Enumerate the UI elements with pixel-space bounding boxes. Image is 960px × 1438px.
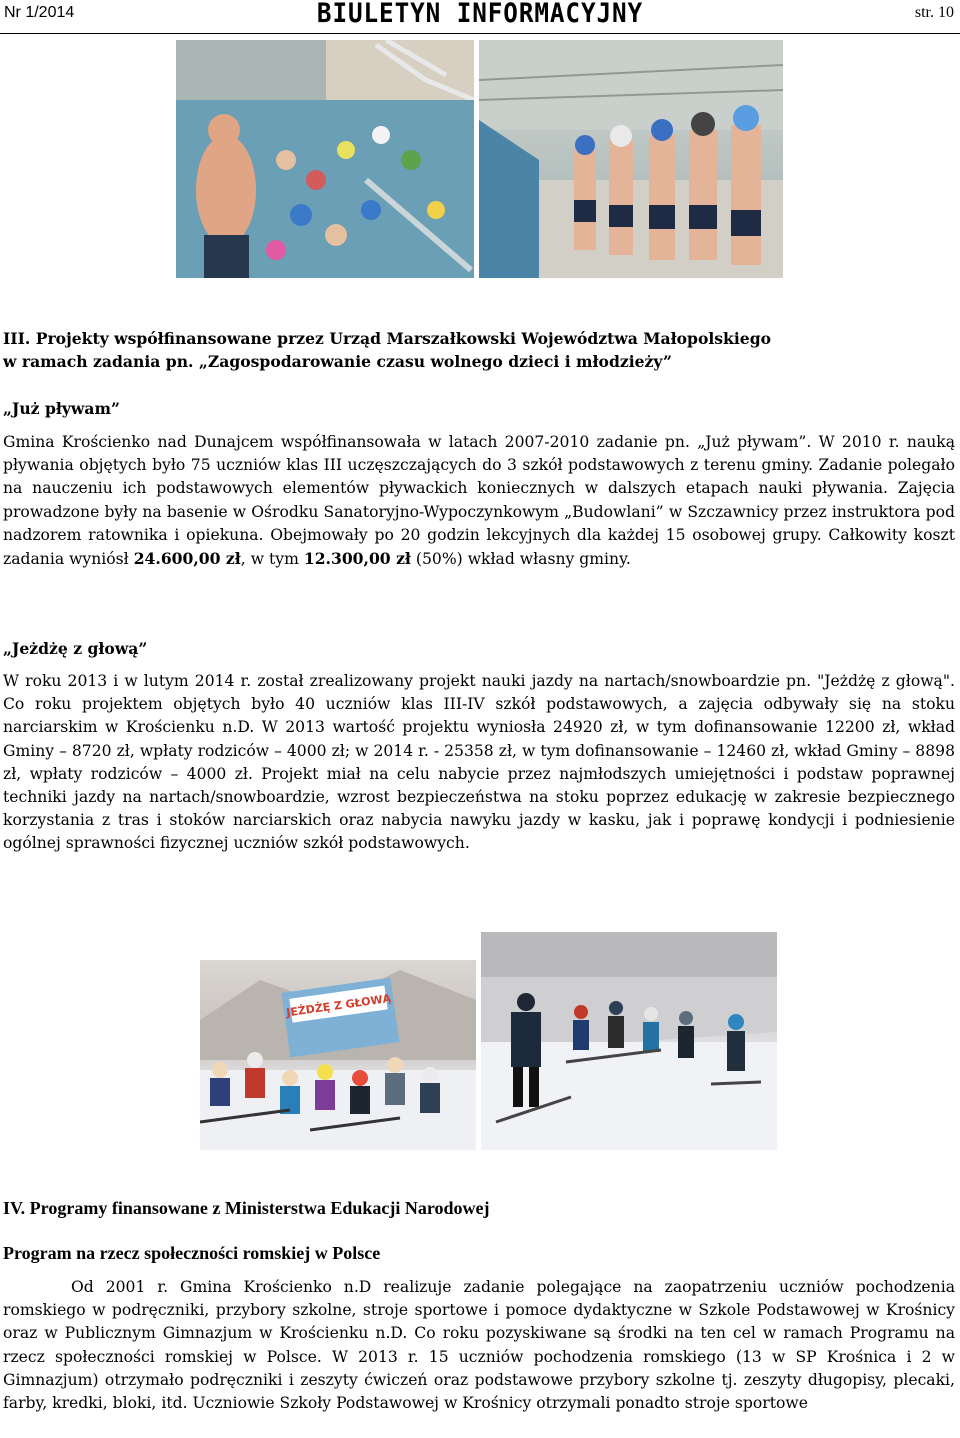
roma-program-title: Program na rzecz społeczności romskiej w Polsce (3, 1243, 381, 1263)
section-iv-heading: IV. Programy finansowane z Ministerstwa Edukacji Narodowej (3, 1198, 490, 1218)
ski-project-title: „Jeżdżę z głową” (3, 639, 148, 658)
poolside-warmup-photo (479, 40, 783, 278)
header-rule (0, 33, 960, 34)
swimming-pool-photo (176, 40, 474, 278)
ski-group-photo (200, 960, 476, 1150)
section-iii-heading-line1: III. Projekty współfinansowane przez Urząd Marszałkowski Województwa Małopolskiego (3, 329, 772, 348)
swimming-cost-tail: (50%) wkład własny gminy. (415, 550, 631, 569)
page-number: str. 10 (914, 4, 954, 21)
swimming-cost-total: 24.600,00 zł (133, 549, 241, 569)
roma-program-body: Od 2001 r. Gmina Krościenko n.D realizuje zadanie polegające na zaopatrzeniu uczniów pochodzenia romskiego w podręczniki, przybory szkolne, stroje sportowe i pomoce dydaktyczne w Szkole Podstawowej w Krośnicy oraz w Publicznym Gimnazjum w Krościenku n.D. Co roku pozyskiwane są środki na ten cel w ramach Programu na rzecz społeczności romskiej w Polsce. W 2013 r. 15 uczniów pochodzenia romskiego (13 w SP Krośnica i 2 w Gimnazjum) otrzymało podręczniki i zeszyty ćwiczeń oraz podstawowe przybory szkolne tj. zeszyty długopisy, plecaki, farby, kredki, bloki, itd. Uczniowie Szkoły Podstawowej w Krośnicy otrzymali ponadto stroje sportowe (3, 1278, 955, 1413)
ski-project-body: W roku 2013 i w lutym 2014 r. został zrealizowany projekt nauki jazdy na nartach/snowboardzie pn. "Jeżdżę z głową". Co roku projektem objętych było 40 uczniów klas III-IV szkół podstawowych, a zajęcia odbywały się na stoku narciarskim w Krościenku n.D. W 2013 wartość projektu wyniosła 24920 zł, w tym dofinansowanie 12200 zł, wkład Gminy – 8720 zł, wpłaty rodziców – 4000 zł; w 2014 r. - 25358 zł, w tym dofinansowanie – 12460 zł, wkład Gminy – 8898 zł, wpłaty rodziców – 4000 zł. Projekt miał na celu nabycie przez najmłodszych umiejętności i podstaw poprawnej techniki jazdy na nartach/snowboardzie, wzrost bezpieczeństwa na stoku poprzez edukację w zakresie bezpiecznego korzystania z tras i stoków narciarskich oraz nabycia nawyku jazdy w kasku, jak i poprawę kondycji i podniesienie ogólnej sprawności fizycznej uczniów szkół podstawowych. (3, 672, 955, 853)
banner-text: JEŻDŻĘ Z GŁOWĄ (285, 991, 392, 1020)
swimming-cost-own: 12.300,00 zł (303, 549, 411, 569)
ski-lesson-photo (481, 932, 777, 1150)
swimming-project-body (3, 431, 955, 571)
issue-number: Nr 1/2014 (4, 4, 75, 21)
page-header (0, 0, 960, 34)
section-iii-heading (3, 327, 955, 373)
swimming-body-text: Gmina Krościenko nad Dunajcem współfinansowała w latach 2007-2010 zadanie pn. „Już pływam”. W 2010 r. nauką pływania objętych było 75 uczniów klas III uczęszczających do 3 szkół podstawowych z terenu gminy. Zadanie polegało na nauczeniu ich podstawowych elementów pływackich koniecznych w dalszych etapach nauki pływania. Zajęcia prowadzone były na basenie w Ośrodku Sanatoryjno-Wypoczynkowym „Budowlani” w Szczawnicy przez instruktora pod nadzorem ratownika i opiekuna. Obejmowały po 20 godzin lekcyjnych dla każdej 15 osobowej grupy. Całkowity koszt zadania wyniósł (3, 433, 955, 569)
swimming-project-title: „Już pływam” (3, 399, 120, 418)
section-iii-heading-line2: w ramach zadania pn. „Zagospodarowanie czasu wolnego dzieci i młodzieży” (3, 352, 673, 372)
swimming-cost-connector: , w tym (240, 550, 299, 569)
bulletin-title: BIULETYN INFORMACYJNY (316, 0, 644, 29)
